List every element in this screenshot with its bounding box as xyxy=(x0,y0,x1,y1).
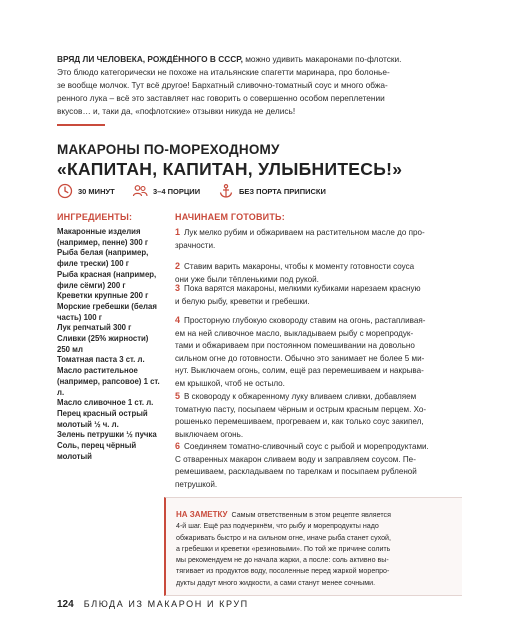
step-line: Лук мелко рубим и обжариваем на растительном масле до про- xyxy=(184,228,425,237)
clock-icon xyxy=(57,183,73,199)
ingredient-line: Лук репчатый 300 г xyxy=(57,323,132,333)
tip-line: а гребешки и креветки «резиновыми». По той же причине солить xyxy=(176,544,391,553)
ingredient-line: Макаронные изделия xyxy=(57,227,141,236)
step-line: петрушкой. xyxy=(175,479,218,489)
meta-portions xyxy=(132,183,200,199)
tip-text xyxy=(176,509,456,589)
meta-port-label: БЕЗ ПОРТА ПРИПИСКИ xyxy=(239,186,326,196)
recipe-title: «КАПИТАН, КАПИТАН, УЛЫБНИТЕСЬ!» xyxy=(57,159,403,179)
step-3 xyxy=(175,282,468,308)
ingredient-line: (например, рапсовое) 1 ст. л. xyxy=(57,376,160,397)
step-line: ем крышкой, чтоб не остыло. xyxy=(175,378,285,388)
ingredient-line: часть) 100 г xyxy=(57,312,102,322)
step-line: и белую рыбу, креветки и гребешки. xyxy=(175,296,310,306)
step-line: Пока варятся макароны, мелкими кубиками нарезаем красную xyxy=(184,284,421,293)
section-title: БЛЮДА ИЗ МАКАРОН И КРУП xyxy=(83,599,249,609)
step-number: 1 xyxy=(175,227,181,237)
step-line: нут. Выключаем огонь, солим, ещё раз перемешиваем и накрыва- xyxy=(175,366,424,375)
step-number: 5 xyxy=(175,391,181,401)
ingredient-line: филе сёмги) 200 г xyxy=(57,280,126,290)
intro-line: Это блюдо категорически не похоже на итальянские спагетти маринара, про болонье- xyxy=(57,66,390,77)
ingredient-line: Морские гребешки (белая xyxy=(57,301,157,311)
intro-line: зе вообще молчок. Тут всё другое! Бархатный сливочно-томатный соус и много обжа- xyxy=(57,79,388,90)
ingredient-line: 250 мл xyxy=(57,344,83,354)
ingredient-line: Рыба белая (например, xyxy=(57,248,149,258)
ingredient-line: Соль, перец чёрный xyxy=(57,441,137,451)
ingredient-line: филе трески) 100 г xyxy=(57,259,129,269)
tip-line: Самым ответственным в этом рецепте является xyxy=(231,511,391,519)
intro-line: можно удивить макаронами по-флотски. xyxy=(245,54,402,64)
step-number: 3 xyxy=(175,283,181,293)
tip-line: обжаривать быстро и на сильном огне, иначе рыба станет сухой, xyxy=(176,533,391,542)
step-number: 4 xyxy=(175,315,181,325)
step-line: ем на ней сливочное масло, выкладываем рыбу с морепродук- xyxy=(175,328,414,338)
steps-heading: НАЧИНАЕМ ГОТОВИТЬ: xyxy=(175,212,285,222)
meta-port xyxy=(218,183,326,199)
step-line: Ставим варить макароны, чтобы к моменту готовности соуса xyxy=(184,262,415,271)
ingredient-line: Масло сливочное 1 ст. л. xyxy=(57,398,154,408)
step-line: тами и обжариваем при постоянном помешивании на довольно xyxy=(175,341,415,350)
step-line: зрачности. xyxy=(175,240,216,250)
step-6 xyxy=(175,440,468,491)
ingredients-heading: ИНГРЕДИЕНТЫ: xyxy=(57,212,133,222)
step-line: ремешиваем, раскладываем по тарелкам и посыпаем рубленой xyxy=(175,467,417,476)
intro-paragraph xyxy=(57,53,465,118)
step-number: 6 xyxy=(175,441,181,451)
people-icon xyxy=(132,183,148,199)
ingredient-line: молотый ½ ч. л. xyxy=(57,419,119,429)
tip-line: 4-й шаг. Ещё раз подчеркнём, что рыбу и морепродукты надо xyxy=(176,522,379,531)
tip-line: мы рекомендуем не до начала жарки, а после: соль активно вы- xyxy=(176,556,389,565)
tip-line: дукты дадут много жидкости, а сами станут менее сочными. xyxy=(176,578,376,587)
intro-lead: ВРЯД ЛИ ЧЕЛОВЕКА, РОЖДЁННОГО В СССР, xyxy=(57,54,243,64)
ingredient-line: Зелень петрушки ½ пучка xyxy=(57,430,157,440)
meta-time xyxy=(57,183,115,199)
ingredient-line: Масло растительное xyxy=(57,366,138,376)
ingredient-line: Томатная паста 3 ст. л. xyxy=(57,355,145,365)
accent-divider xyxy=(57,124,105,126)
anchor-icon xyxy=(218,183,234,199)
page-number: 124 xyxy=(57,598,74,610)
step-5 xyxy=(175,390,468,441)
step-line: томатную пасту, посыпаем чёрным и острым красным перцем. Хо- xyxy=(175,404,427,414)
step-1 xyxy=(175,226,468,252)
meta-portions-label: 3–4 ПОРЦИИ xyxy=(153,186,201,196)
tip-box xyxy=(164,497,462,596)
step-number: 2 xyxy=(175,261,181,271)
step-line: В сковороду к обжаренному луку вливаем сливки, добавляем xyxy=(184,392,417,401)
ingredient-line: Перец красный острый xyxy=(57,408,148,418)
ingredient-line: (например, пенне) 300 г xyxy=(57,237,149,247)
step-line: С отваренных макарон сливаем воду и заправляем соусом. Пе- xyxy=(175,454,416,464)
step-line: они уже были тёпленькими под рукой. xyxy=(175,274,319,284)
intro-line: вкусов… и, таки да, «пофлотские» отзывки никуда не делись! xyxy=(57,105,296,116)
ingredient-line: Креветки крупные 200 г xyxy=(57,291,149,301)
intro-line: ренного лука – всё это заставляет нас говорить о совершенно особом переплетении xyxy=(57,92,385,103)
ingredient-line: Рыба красная (например, xyxy=(57,269,157,279)
ingredient-line: молотый xyxy=(57,451,92,461)
step-line: сильном огне до готовности. Обычно это занимает не более 5 ми- xyxy=(175,353,425,363)
ingredient-line: Сливки (25% жирности) xyxy=(57,334,149,344)
page-footer xyxy=(57,598,249,610)
step-line: Просторную глубокую сковороду ставим на огонь, растапливая- xyxy=(184,316,426,325)
ingredients-list xyxy=(57,227,165,462)
tip-line: тягивает из продуктов воду, посоленные перед жаркой морепро- xyxy=(176,567,390,576)
step-4 xyxy=(175,314,468,390)
recipe-subtitle: МАКАРОНЫ ПО-МОРЕХОДНОМУ xyxy=(57,142,280,157)
tip-label: НА ЗАМЕТКУ xyxy=(176,510,228,519)
meta-time-label: 30 МИНУТ xyxy=(78,186,115,196)
step-line: рошенько перемешиваем, прогреваем и, как только соус закипел, xyxy=(175,417,424,426)
step-line: выключаем огонь. xyxy=(175,429,244,439)
step-line: Соединяем томатно-сливочный соус с рыбой и морепродуктами. xyxy=(184,442,429,451)
